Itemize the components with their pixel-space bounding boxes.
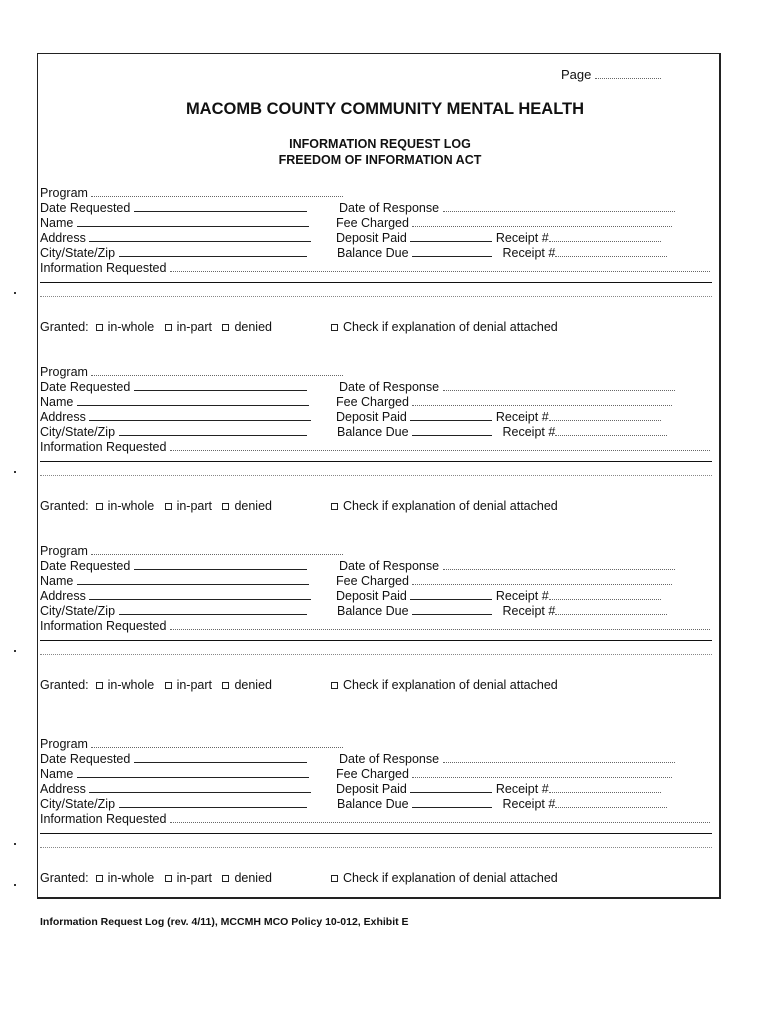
date-requested-field[interactable]: Date Requested xyxy=(40,752,307,766)
denied-checkbox[interactable] xyxy=(222,682,229,689)
denial-explanation-row: Check if explanation of denial attached xyxy=(331,499,558,513)
balance-due-field[interactable]: Balance Due Receipt # xyxy=(337,246,667,260)
margin-mark xyxy=(14,884,16,886)
address-field[interactable]: Address xyxy=(40,589,311,603)
program-field[interactable]: Program xyxy=(40,186,343,200)
answer-line[interactable] xyxy=(40,461,712,462)
city-state-zip-field[interactable]: City/State/Zip xyxy=(40,425,307,439)
answer-line-dotted[interactable] xyxy=(40,847,712,848)
date-of-response-field[interactable]: Date of Response xyxy=(339,201,675,215)
denial-explanation-checkbox[interactable] xyxy=(331,682,338,689)
answer-line[interactable] xyxy=(40,833,712,834)
name-field[interactable]: Name xyxy=(40,574,309,588)
fee-charged-field[interactable]: Fee Charged xyxy=(336,574,672,588)
answer-line[interactable] xyxy=(40,282,712,283)
granted-row: Granted: in-whole in-part denied xyxy=(40,320,272,334)
denial-explanation-row: Check if explanation of denial attached xyxy=(331,320,558,334)
fee-charged-field[interactable]: Fee Charged xyxy=(336,767,672,781)
balance-due-field[interactable]: Balance Due Receipt # xyxy=(337,797,667,811)
program-field[interactable]: Program xyxy=(40,365,343,379)
margin-mark xyxy=(14,471,16,473)
program-field[interactable]: Program xyxy=(40,544,343,558)
in-whole-checkbox[interactable] xyxy=(96,503,103,510)
margin-mark xyxy=(14,650,16,652)
name-field[interactable]: Name xyxy=(40,395,309,409)
in-whole-checkbox[interactable] xyxy=(96,324,103,331)
name-field[interactable]: Name xyxy=(40,767,309,781)
form-subtitle-act: FREEDOM OF INFORMATION ACT xyxy=(278,153,482,167)
date-of-response-field[interactable]: Date of Response xyxy=(339,380,675,394)
page-number-field[interactable]: Page xyxy=(561,67,661,82)
answer-line-dotted[interactable] xyxy=(40,296,712,297)
denial-explanation-row: Check if explanation of denial attached xyxy=(331,871,558,885)
denied-checkbox[interactable] xyxy=(222,324,229,331)
in-part-checkbox[interactable] xyxy=(165,875,172,882)
city-state-zip-field[interactable]: City/State/Zip xyxy=(40,246,307,260)
denial-explanation-checkbox[interactable] xyxy=(331,324,338,331)
in-part-checkbox[interactable] xyxy=(165,682,172,689)
in-whole-checkbox[interactable] xyxy=(96,682,103,689)
balance-due-field[interactable]: Balance Due Receipt # xyxy=(337,425,667,439)
date-of-response-field[interactable]: Date of Response xyxy=(339,559,675,573)
deposit-paid-field[interactable]: Deposit Paid Receipt # xyxy=(336,231,661,245)
information-requested-field[interactable]: Information Requested xyxy=(40,261,710,275)
answer-line-dotted[interactable] xyxy=(40,475,712,476)
answer-line[interactable] xyxy=(40,640,712,641)
address-field[interactable]: Address xyxy=(40,410,311,424)
date-requested-field[interactable]: Date Requested xyxy=(40,201,307,215)
balance-due-field[interactable]: Balance Due Receipt # xyxy=(337,604,667,618)
denied-checkbox[interactable] xyxy=(222,503,229,510)
in-whole-checkbox[interactable] xyxy=(96,875,103,882)
margin-mark xyxy=(14,843,16,845)
in-part-checkbox[interactable] xyxy=(165,503,172,510)
deposit-paid-field[interactable]: Deposit Paid Receipt # xyxy=(336,589,661,603)
deposit-paid-field[interactable]: Deposit Paid Receipt # xyxy=(336,410,661,424)
information-requested-field[interactable]: Information Requested xyxy=(40,440,710,454)
denied-checkbox[interactable] xyxy=(222,875,229,882)
address-field[interactable]: Address xyxy=(40,231,311,245)
city-state-zip-field[interactable]: City/State/Zip xyxy=(40,797,307,811)
page-title: MACOMB COUNTY COMMUNITY MENTAL HEALTH xyxy=(185,100,585,118)
information-requested-field[interactable]: Information Requested xyxy=(40,619,710,633)
answer-line-dotted[interactable] xyxy=(40,654,712,655)
denial-explanation-checkbox[interactable] xyxy=(331,875,338,882)
form-subtitle: INFORMATION REQUEST LOG xyxy=(289,137,471,151)
granted-row: Granted: in-whole in-part denied xyxy=(40,499,272,513)
granted-row: Granted: in-whole in-part denied xyxy=(40,871,272,885)
fee-charged-field[interactable]: Fee Charged xyxy=(336,395,672,409)
footer-note: Information Request Log (rev. 4/11), MCCMH MCO Policy 10-012, Exhibit E xyxy=(40,916,409,928)
margin-mark xyxy=(14,292,16,294)
information-requested-field[interactable]: Information Requested xyxy=(40,812,710,826)
deposit-paid-field[interactable]: Deposit Paid Receipt # xyxy=(336,782,661,796)
fee-charged-field[interactable]: Fee Charged xyxy=(336,216,672,230)
granted-row: Granted: in-whole in-part denied xyxy=(40,678,272,692)
denial-explanation-row: Check if explanation of denial attached xyxy=(331,678,558,692)
address-field[interactable]: Address xyxy=(40,782,311,796)
denial-explanation-checkbox[interactable] xyxy=(331,503,338,510)
program-field[interactable]: Program xyxy=(40,737,343,751)
city-state-zip-field[interactable]: City/State/Zip xyxy=(40,604,307,618)
name-field[interactable]: Name xyxy=(40,216,309,230)
date-of-response-field[interactable]: Date of Response xyxy=(339,752,675,766)
date-requested-field[interactable]: Date Requested xyxy=(40,559,307,573)
date-requested-field[interactable]: Date Requested xyxy=(40,380,307,394)
in-part-checkbox[interactable] xyxy=(165,324,172,331)
